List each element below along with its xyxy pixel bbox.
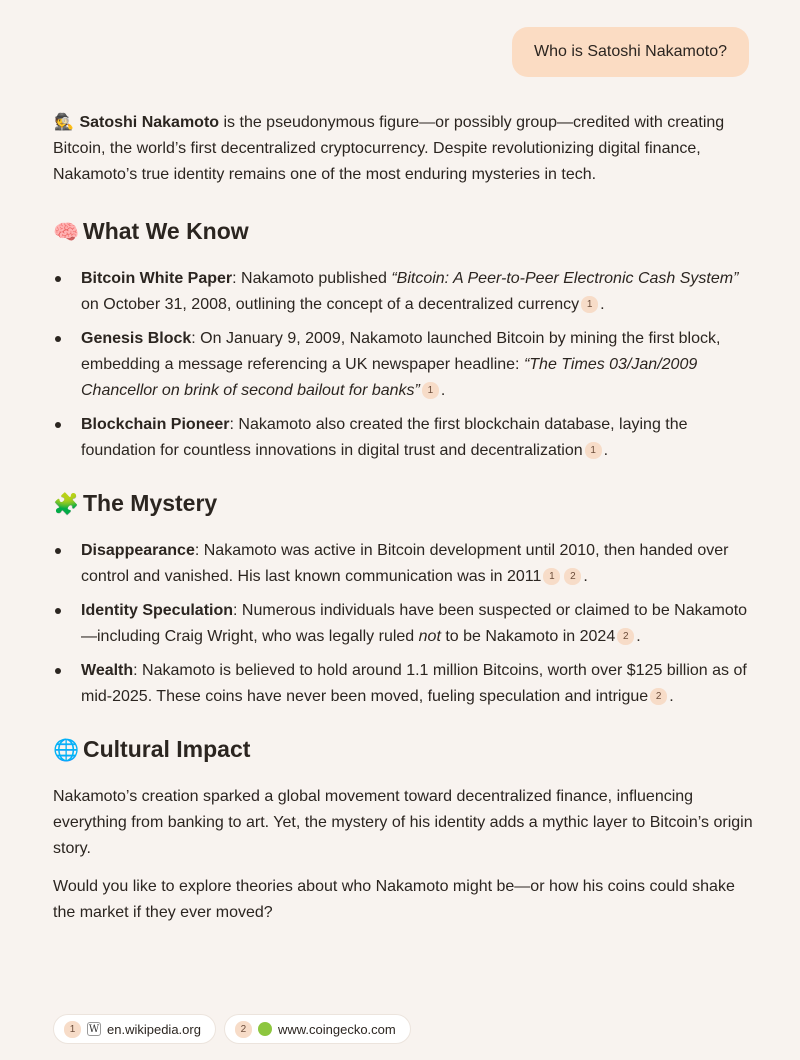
source-chip-coingecko[interactable] <box>224 1014 411 1044</box>
list-what-we-know <box>53 266 753 464</box>
followup-question: Would you like to explore theories about who Nakamoto might be—or how his coins could shake the market if they ever moved? <box>53 878 735 921</box>
citation-badge: 2 <box>235 1021 252 1038</box>
list-item: Wealth: Nakamoto is believed to hold around 1.1 million Bitcoins, worth over $125 billion as of mid-2025. These coins have never been moved, fueling speculation and intrigue 2 . <box>53 658 753 710</box>
user-message-bubble: Who is Satoshi Nakamoto? <box>512 27 749 77</box>
source-domain: www.coingecko.com <box>277 1021 396 1037</box>
citation-badge[interactable]: 2 <box>564 568 581 585</box>
list-item: Genesis Block: On January 9, 2009, Nakamoto launched Bitcoin by mining the first block, embedding a message referencing a UK newspaper headline: “The Times 03/Jan/2009 Chancellor on brink of second bailout for banks” 1 . <box>53 326 753 404</box>
citation-badge[interactable]: 1 <box>585 442 602 459</box>
citation-badge[interactable]: 2 <box>617 628 634 645</box>
intro-text: is the pseudonymous figure—or possibly group—credited with creating Bitcoin, the world’s first decentralized cryptocurrency. Despite revolutionizing digital finance, Nakamoto’s true identity remains one of the most enduring mysteries in tech. <box>53 114 725 183</box>
coingecko-icon <box>258 1022 272 1036</box>
citation-badge: 1 <box>64 1021 81 1038</box>
puzzle-icon: 🧩 <box>53 493 80 516</box>
citation-badge[interactable]: 1 <box>543 568 560 585</box>
source-list <box>53 1014 411 1044</box>
impact-paragraph: Nakamoto’s creation sparked a global movement toward decentralized finance, influencing everything from banking to art. Yet, the mystery of his identity adds a mythic layer to Bitcoin’s origin story. <box>53 788 753 857</box>
list-item: Identity Speculation: Numerous individuals have been suspected or claimed to be Nakamoto—including Craig Wright, who was legally ruled not to be Nakamoto in 2024 2 . <box>53 598 753 650</box>
detective-icon: 🕵️ <box>54 114 74 131</box>
citation-badge[interactable]: 2 <box>650 688 667 705</box>
list-item: Disappearance: Nakamoto was active in Bitcoin development until 2010, then handed over control and vanished. His last known communication was in 2011 1 2 . <box>53 538 753 590</box>
heading-cultural-impact: 🌐 Cultural Impact <box>53 734 753 766</box>
globe-icon: 🌐 <box>53 739 80 762</box>
source-chip-wikipedia[interactable] <box>53 1014 216 1044</box>
intro-paragraph <box>53 110 753 188</box>
heading-the-mystery: 🧩 The Mystery <box>53 488 753 520</box>
list-the-mystery <box>53 538 753 710</box>
wikipedia-icon: W <box>88 1024 100 1035</box>
source-domain: en.wikipedia.org <box>107 1021 201 1037</box>
citation-badge[interactable]: 1 <box>422 382 439 399</box>
heading-what-we-know: 🧠 What We Know <box>53 216 753 248</box>
intro-name: Satoshi Nakamoto <box>79 114 220 131</box>
citation-badge[interactable]: 1 <box>581 296 598 313</box>
assistant-answer <box>53 110 753 938</box>
list-item: Blockchain Pioneer: Nakamoto also created the first blockchain database, laying the foundation for countless innovations in digital trust and decentralization 1 . <box>53 412 753 464</box>
list-item: Bitcoin White Paper: Nakamoto published “Bitcoin: A Peer-to-Peer Electronic Cash System” on October 31, 2008, outlining the concept of a decentralized currency 1 . <box>53 266 753 318</box>
brain-icon: 🧠 <box>53 221 80 244</box>
